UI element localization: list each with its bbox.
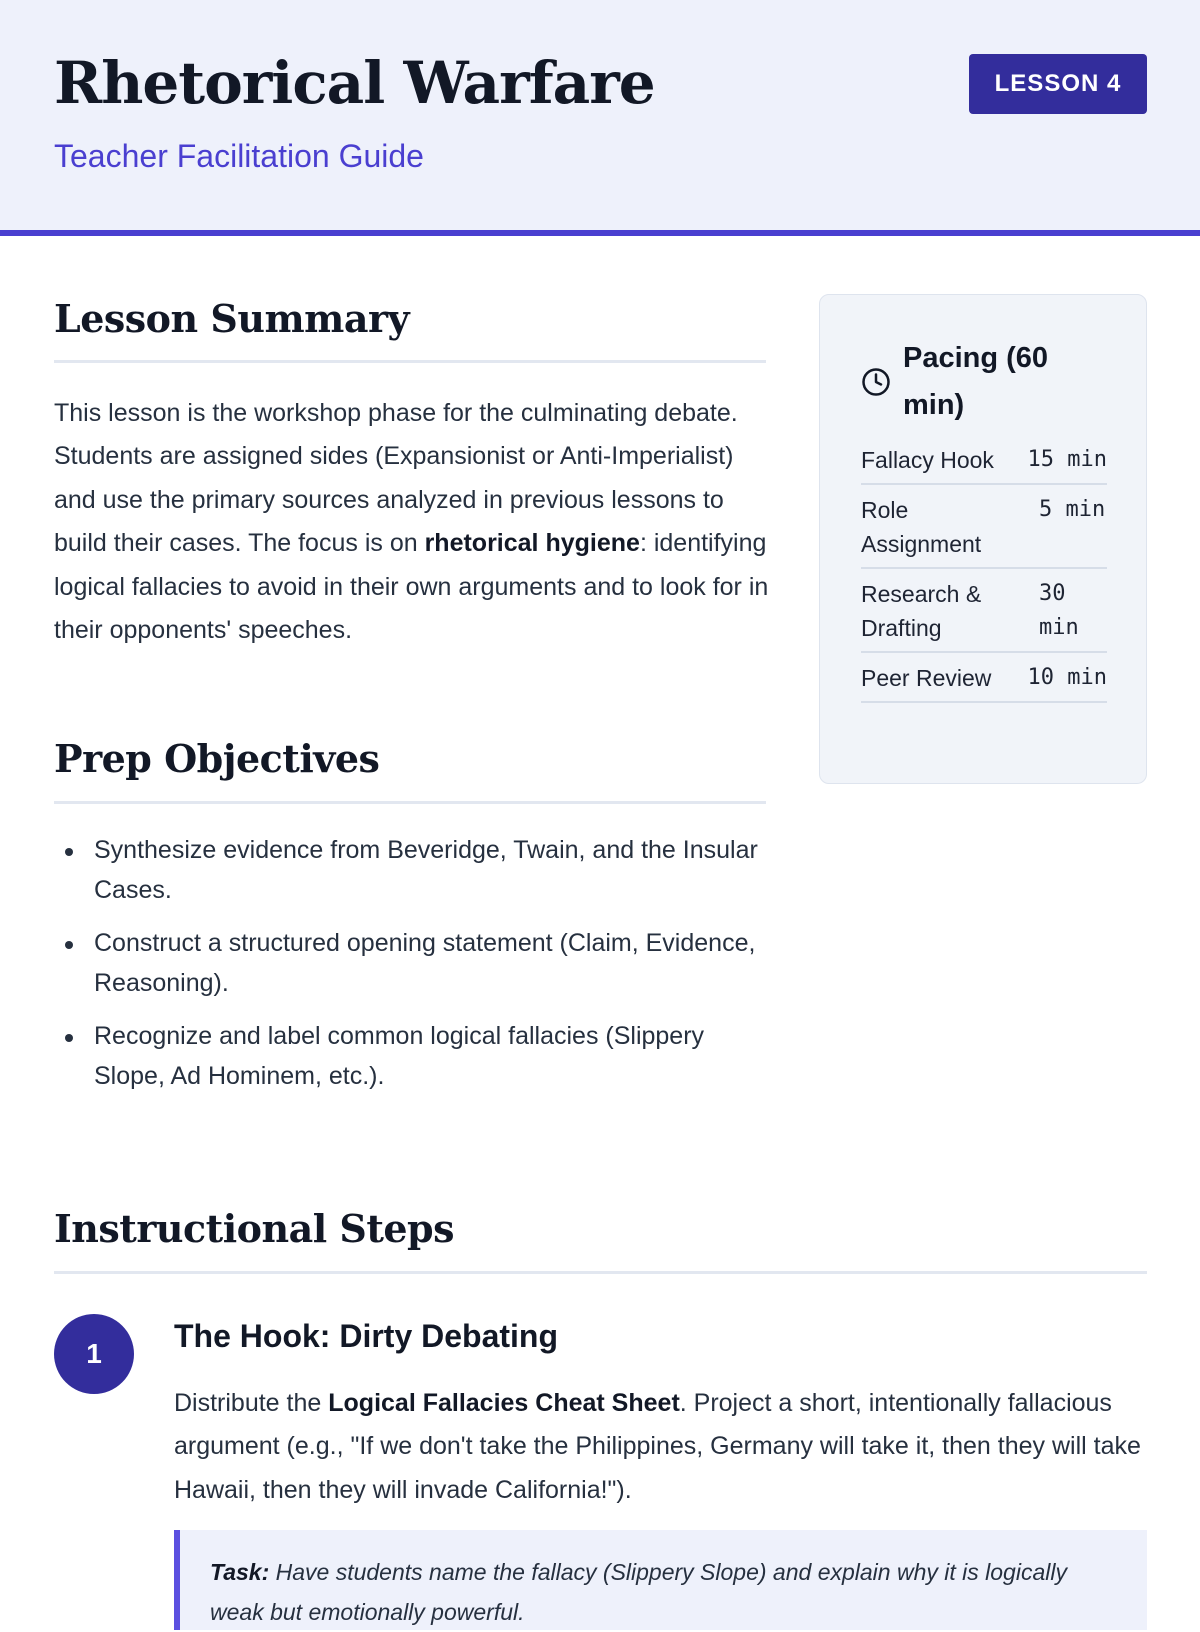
pacing-duration: 10 min [1027, 665, 1107, 690]
clock-icon [861, 367, 891, 397]
summary-bold-term: rhetorical hygiene [424, 529, 640, 558]
pacing-row [861, 569, 1107, 653]
instructional-steps-heading: Instructional Steps [54, 1206, 1147, 1274]
objective-item [54, 1016, 770, 1096]
task-callout [174, 1530, 1147, 1630]
pacing-activity: Role Assignment [861, 497, 982, 557]
pacing-duration: 15 min [1027, 447, 1107, 472]
lesson-badge: LESSON 4 [969, 54, 1147, 114]
bullet-icon [65, 941, 73, 949]
objective-item [54, 830, 770, 910]
step-title: The Hook: Dirty Debating [174, 1318, 559, 1354]
page-subtitle: Teacher Facilitation Guide [54, 138, 424, 174]
page-header [0, 0, 1200, 236]
objective-item [54, 923, 770, 1003]
step-number-badge: 1 [54, 1314, 134, 1394]
pacing-duration: 30 min [1039, 581, 1079, 640]
pacing-row [861, 435, 1107, 485]
objective-text: Construct a structured opening statement (Claim, Evidence, Reasoning). [94, 929, 756, 997]
pacing-table [861, 435, 1107, 703]
bullet-icon [65, 1034, 73, 1042]
step-body [174, 1382, 1154, 1512]
pacing-activity: Research & Drafting [861, 581, 982, 641]
task-label: Task: [210, 1559, 270, 1585]
step-body-part: . Project a short, intentionally fallacious argument (e.g., "If we don't take the Philippines, Germany will take it, then they will take Hawaii, then they will invade California!"). [174, 1389, 1141, 1504]
pacing-card [819, 294, 1147, 784]
objective-text: Recognize and label common logical fallacies (Slippery Slope, Ad Hominem, etc.). [94, 1022, 705, 1090]
pacing-row [861, 653, 1107, 703]
pacing-activity: Fallacy Hook [861, 447, 994, 473]
prep-objectives-heading: Prep Objectives [54, 736, 766, 804]
lesson-summary-heading: Lesson Summary [54, 296, 766, 363]
step-body-part: Distribute the [174, 1389, 329, 1417]
task-text: Have students name the fallacy (Slippery Slope) and explain why it is logically weak but emotionally powerful. [210, 1559, 1067, 1625]
bullet-icon [65, 848, 73, 856]
pacing-duration: 5 min [1039, 497, 1106, 522]
objectives-list [54, 830, 770, 1109]
lesson-summary-text [54, 392, 770, 652]
objective-text: Synthesize evidence from Beveridge, Twain, and the Insular Cases. [94, 836, 758, 904]
step-bold-term: Logical Fallacies Cheat Sheet [328, 1389, 680, 1417]
pacing-activity: Peer Review [861, 665, 992, 691]
pacing-row [861, 485, 1107, 569]
page-title: Rhetorical Warfare [54, 49, 655, 117]
pacing-title: Pacing (60 min) [903, 342, 1049, 421]
summary-text-part: : identifying logical fallacies to avoid in their own arguments and to look for in their opponents' speeches. [54, 529, 769, 645]
summary-text-part: This lesson is the workshop phase for the culminating debate. Students are assigned sides (Expansionist or Anti-Imperialist) and use the primary sources analyzed in previous lessons to build their cases. The focus is on [54, 399, 738, 558]
